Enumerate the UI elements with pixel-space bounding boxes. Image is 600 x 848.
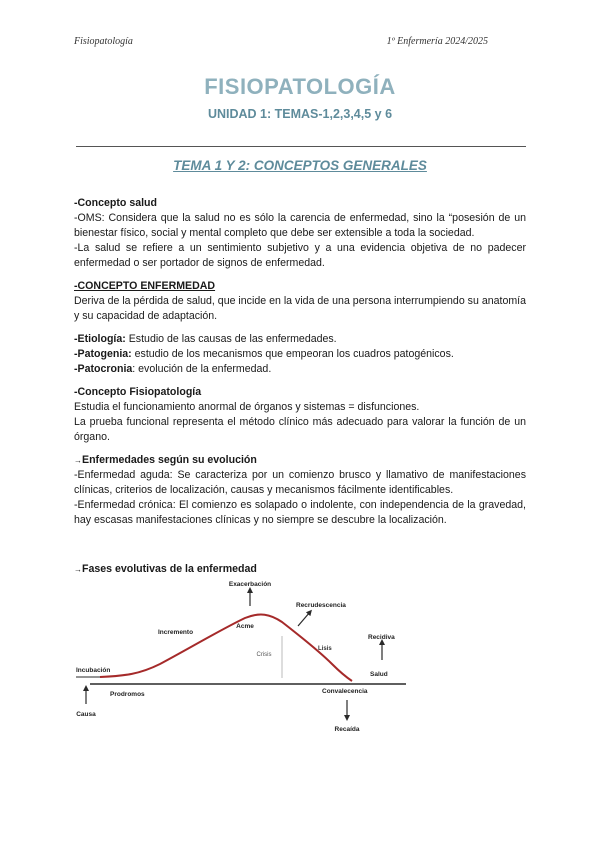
heading-enfermedad: -CONCEPTO ENFERMEDAD <box>74 280 216 292</box>
header-right: 1º Enfermería 2024/2025 <box>386 36 488 47</box>
heading-fases: →Fases evolutivas de la enfermedad <box>74 563 257 575</box>
paragraph: La prueba funcional representa el método clínico más adecuado para valorar la función de un órgano. <box>74 416 526 443</box>
term: -Patogenia: <box>74 348 132 360</box>
heading-evolucion: →Enfermedades según su evolución <box>74 454 257 466</box>
section-title: TEMA 1 Y 2: CONCEPTOS GENERALES <box>173 158 427 173</box>
term: -Etiología: <box>74 333 126 345</box>
disease-phases-diagram <box>70 576 410 736</box>
page-title: FISIOPATOLOGÍA <box>204 74 396 99</box>
content <box>74 196 526 528</box>
label-recidiva: Recidiva <box>368 634 395 641</box>
arrow-icon: → <box>74 565 82 574</box>
label-crisis: Crisis <box>256 652 272 658</box>
paragraph: -OMS: Considera que la salud no es sólo la carencia de enfermedad, sino la “posesión de un bienestar físico, social y mental completo que debe ser extensible a toda la sociedad. <box>74 212 526 239</box>
label-incubacion: Incubación <box>76 667 111 674</box>
term-def: estudio de los mecanismos que empeoran los cuadros patogénicos. <box>131 348 454 360</box>
divider <box>76 146 526 147</box>
paragraph: Estudia el funcionamiento anormal de órganos y sistemas = disfunciones. <box>74 401 420 413</box>
term-def: Estudio de las causas de las enfermedades. <box>125 333 337 345</box>
label-incremento: Incremento <box>158 629 194 636</box>
label-prodromos: Prodromos <box>110 691 145 698</box>
label-causa: Causa <box>76 711 96 718</box>
heading-salud: -Concepto salud <box>74 197 157 209</box>
arrow-icon: → <box>74 456 82 465</box>
header-left: Fisiopatología <box>74 36 133 47</box>
term-row <box>74 362 526 377</box>
label-exacerbacion: Exacerbación <box>228 581 272 588</box>
term-row <box>74 347 526 362</box>
paragraph: Deriva de la pérdida de salud, que incide en la vida de una persona interrumpiendo su anatomía y su capacidad de adaptación. <box>74 295 526 322</box>
heading-fisiopatologia: -Concepto Fisiopatología <box>74 386 202 398</box>
page-subtitle: UNIDAD 1: TEMAS-1,2,3,4,5 y 6 <box>207 107 393 121</box>
label-convalecencia: Convalecencia <box>322 688 368 695</box>
paragraph: -La salud se refiere a un sentimiento subjetivo y a una evidencia objetiva de no padecer enfermedad o ser portador de signos de enfermedad. <box>74 242 526 269</box>
term: -Patocronia <box>74 363 133 375</box>
term-row <box>74 332 526 347</box>
label-salud: Salud <box>370 671 388 678</box>
recrudescencia-arrow <box>298 612 310 626</box>
label-acme: Acme <box>236 623 254 630</box>
disease-curve <box>100 615 352 681</box>
label-recrudescencia: Recrudescencia <box>296 602 346 609</box>
label-recaida: Recaída <box>334 726 360 733</box>
paragraph: -Enfermedad crónica: El comienzo es solapado o indolente, con independencia de la gravedad, hay escasas manifestaciones clínicas y no siempre se descubre la localización. <box>74 499 526 526</box>
term-def: : evolución de la enfermedad. <box>132 363 272 375</box>
paragraph: -Enfermedad aguda: Se caracteriza por un comienzo brusco y llamativo de manifestaciones clínicas, criterios de localización, causas y mecanismos fácilmente identificables. <box>74 469 526 496</box>
label-lisis: Lisis <box>318 646 332 652</box>
